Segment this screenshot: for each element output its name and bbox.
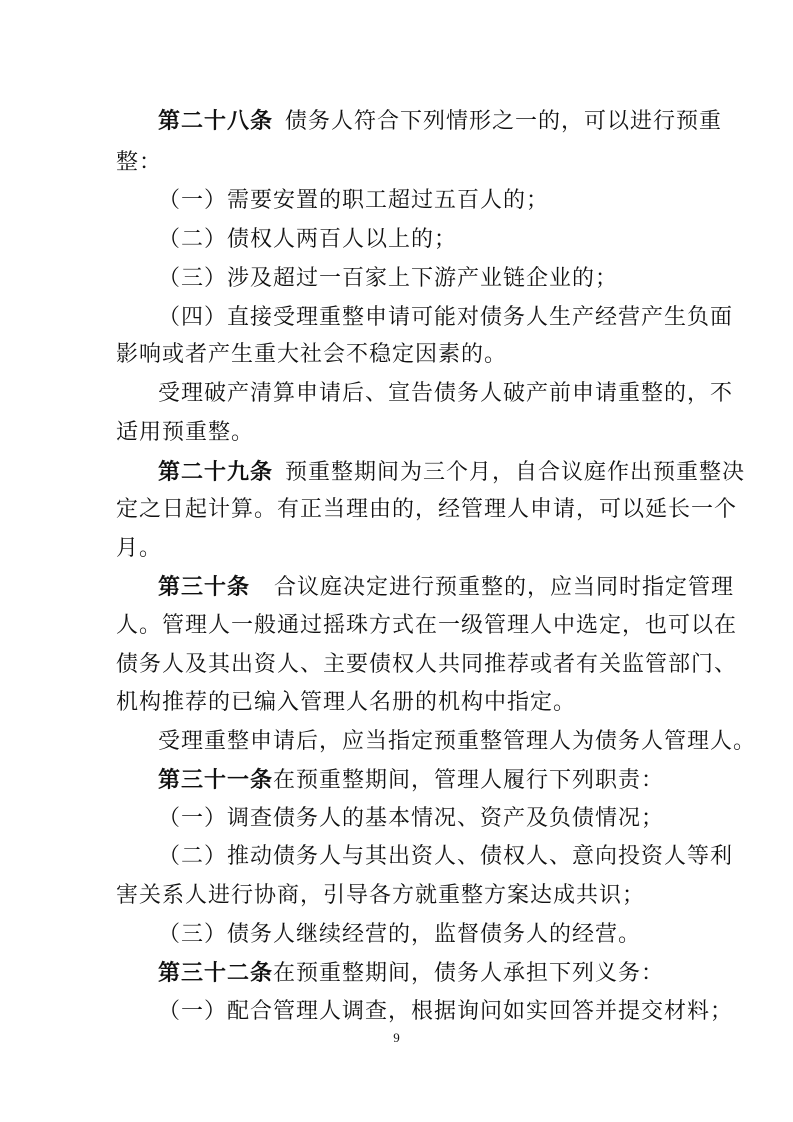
article-31-first-line [158, 766, 664, 795]
article-30-first-line [158, 573, 734, 602]
article-28-para2: 受理破产清算申请后、宣告债务人破产前申请重整的，不 [158, 381, 734, 406]
article-28-item-3: （三）涉及超过一百家上下游产业链企业的； [158, 266, 619, 291]
article-30-text-cont-2: 债务人及其出资人、主要债权人共同推荐或者有关监管部门、 [116, 652, 738, 677]
article-32-text: 在预重整期间，债务人承担下列义务： [273, 961, 665, 986]
article-30-heading: 第三十条 [158, 574, 251, 600]
article-31-item-3: （三）债务人继续经营的，监督债务人的经营。 [158, 922, 642, 947]
article-29-first-line [158, 458, 745, 487]
article-30-text-cont: 人。管理人一般通过摇珠方式在一级管理人中选定，也可以在 [116, 613, 738, 638]
article-28-item-4: （四）直接受理重整申请可能对债务人生产经营产生负面 [158, 305, 734, 330]
article-31-item-1: （一）调查债务人的基本情况、资产及负债情况； [158, 806, 665, 831]
article-32-item-1: （一）配合管理人调查，根据询问如实回答并提交材料； [158, 999, 734, 1024]
article-29-text-cont: 定之日起计算。有正当理由的，经管理人申请，可以延长一个 [116, 497, 738, 522]
article-30-text: 合议庭决定进行预重整的，应当同时指定管理 [274, 575, 735, 600]
article-28-item-2: （二）债权人两百人以上的； [158, 227, 458, 252]
article-31-item-2-cont: 害关系人进行协商，引导各方就重整方案达成共识； [116, 883, 646, 908]
article-29-heading: 第二十九条 [158, 459, 274, 485]
article-29-text-cont-2: 月。 [116, 536, 163, 561]
article-31-text: 在预重整期间，管理人履行下列职责： [273, 768, 665, 793]
article-28-first-line [158, 107, 722, 136]
article-30-para2: 受理重整申请后，应当指定预重整管理人为债务人管理人。 [158, 729, 757, 754]
page-number: 9 [393, 1030, 400, 1045]
article-30-text-cont-3: 机构推荐的已编入管理人名册的机构中指定。 [116, 690, 577, 715]
article-32-heading: 第三十二条 [158, 960, 274, 986]
article-28-para2-cont: 适用预重整。 [116, 420, 255, 445]
article-31-heading: 第三十一条 [158, 767, 274, 793]
article-28-text-cont: 整： [116, 150, 163, 175]
article-32-first-line [158, 959, 664, 988]
article-28-heading: 第二十八条 [158, 108, 274, 134]
article-31-item-2: （二）推动债务人与其出资人、债权人、意向投资人等利 [158, 844, 734, 869]
article-28-item-4-cont: 影响或者产生重大社会不稳定因素的。 [116, 342, 508, 367]
article-28-text: 债务人符合下列情形之一的，可以进行预重 [285, 109, 723, 134]
article-28-item-1: （一）需要安置的职工超过五百人的； [158, 188, 550, 213]
article-29-text: 预重整期间为三个月，自合议庭作出预重整决 [285, 460, 746, 485]
